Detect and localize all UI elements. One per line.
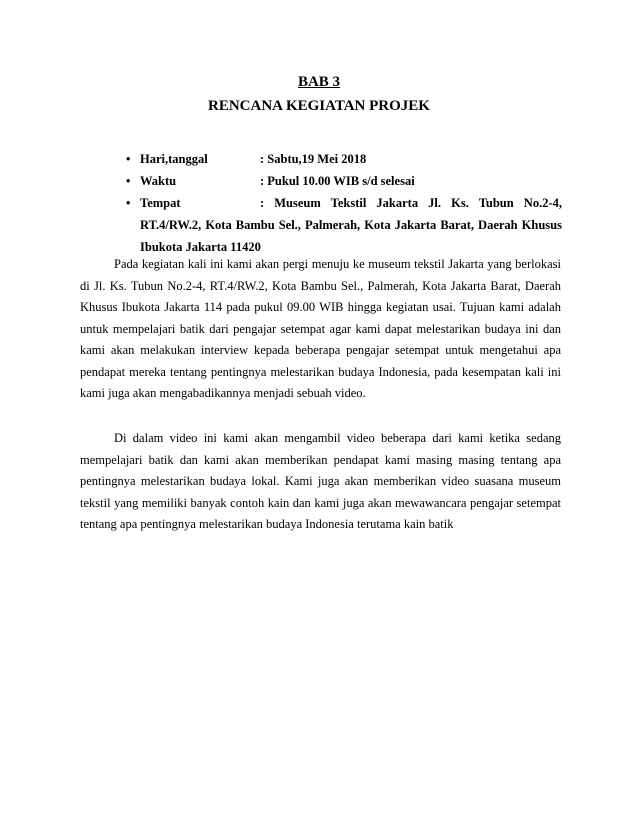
info-value: : Museum Tekstil Jakarta Jl. Ks. Tubun No.2-4,	[260, 196, 562, 210]
info-value: : Pukul 10.00 WIB s/d selesai	[260, 174, 415, 188]
bullet-icon: •	[126, 196, 131, 210]
info-value-continuation: RT.4/RW.2, Kota Bambu Sel., Palmerah, Kota Jakarta Barat, Daerah Khusus Ibukota Jakarta 11420	[140, 218, 562, 254]
info-label: Waktu	[140, 174, 177, 188]
list-item-place	[126, 192, 562, 258]
info-label: Hari,tanggal	[140, 152, 208, 166]
list-item-time	[126, 170, 562, 192]
paragraph-1: Pada kegiatan kali ini kami akan pergi menuju ke museum tekstil Jakarta yang berlokasi di Jl. Ks. Tubun No.2-4, RT.4/RW.2, Kota Bambu Sel., Palmerah, Kota Jakarta Barat, Daerah Khusus Ibukota Jakarta 114 pada pukul 09.00 WIB hingga kegiatan usai. Tujuan kami adalah untuk mempelajari batik dari pengajar setempat agar kami dapat melestarikan budaya ini dan kami akan melakukan interview kepada beberapa pengajar setempat untuk mengetahui apa pendapat mereka tentang pentingnya melestarikan budaya Indonesia, pada kesempatan kali ini kami juga akan mengabadikannya menjadi sebuah video.	[80, 257, 561, 400]
info-label: Tempat	[140, 196, 181, 210]
info-list	[126, 148, 562, 258]
bullet-icon: •	[126, 174, 131, 188]
page-title: RENCANA KEGIATAN PROJEK	[208, 98, 430, 114]
bullet-icon: •	[126, 152, 131, 166]
chapter-heading: BAB 3	[297, 74, 341, 90]
paragraph-2: Di dalam video ini kami akan mengambil video beberapa dari kami ketika sedang mempelajari batik dan kami akan memberikan pendapat kami masing masing tentang apa pentingnya melestarikan budaya lokal. Kami juga akan memberikan video suasana museum tekstil yang memiliki banyak contoh kain dan kami juga akan mewawancara pengajar setempat tentang apa pentingnya melestarikan budaya Indonesia terutama kain batik	[80, 431, 561, 531]
info-value: : Sabtu,19 Mei 2018	[260, 152, 367, 166]
list-item-date	[126, 148, 562, 170]
